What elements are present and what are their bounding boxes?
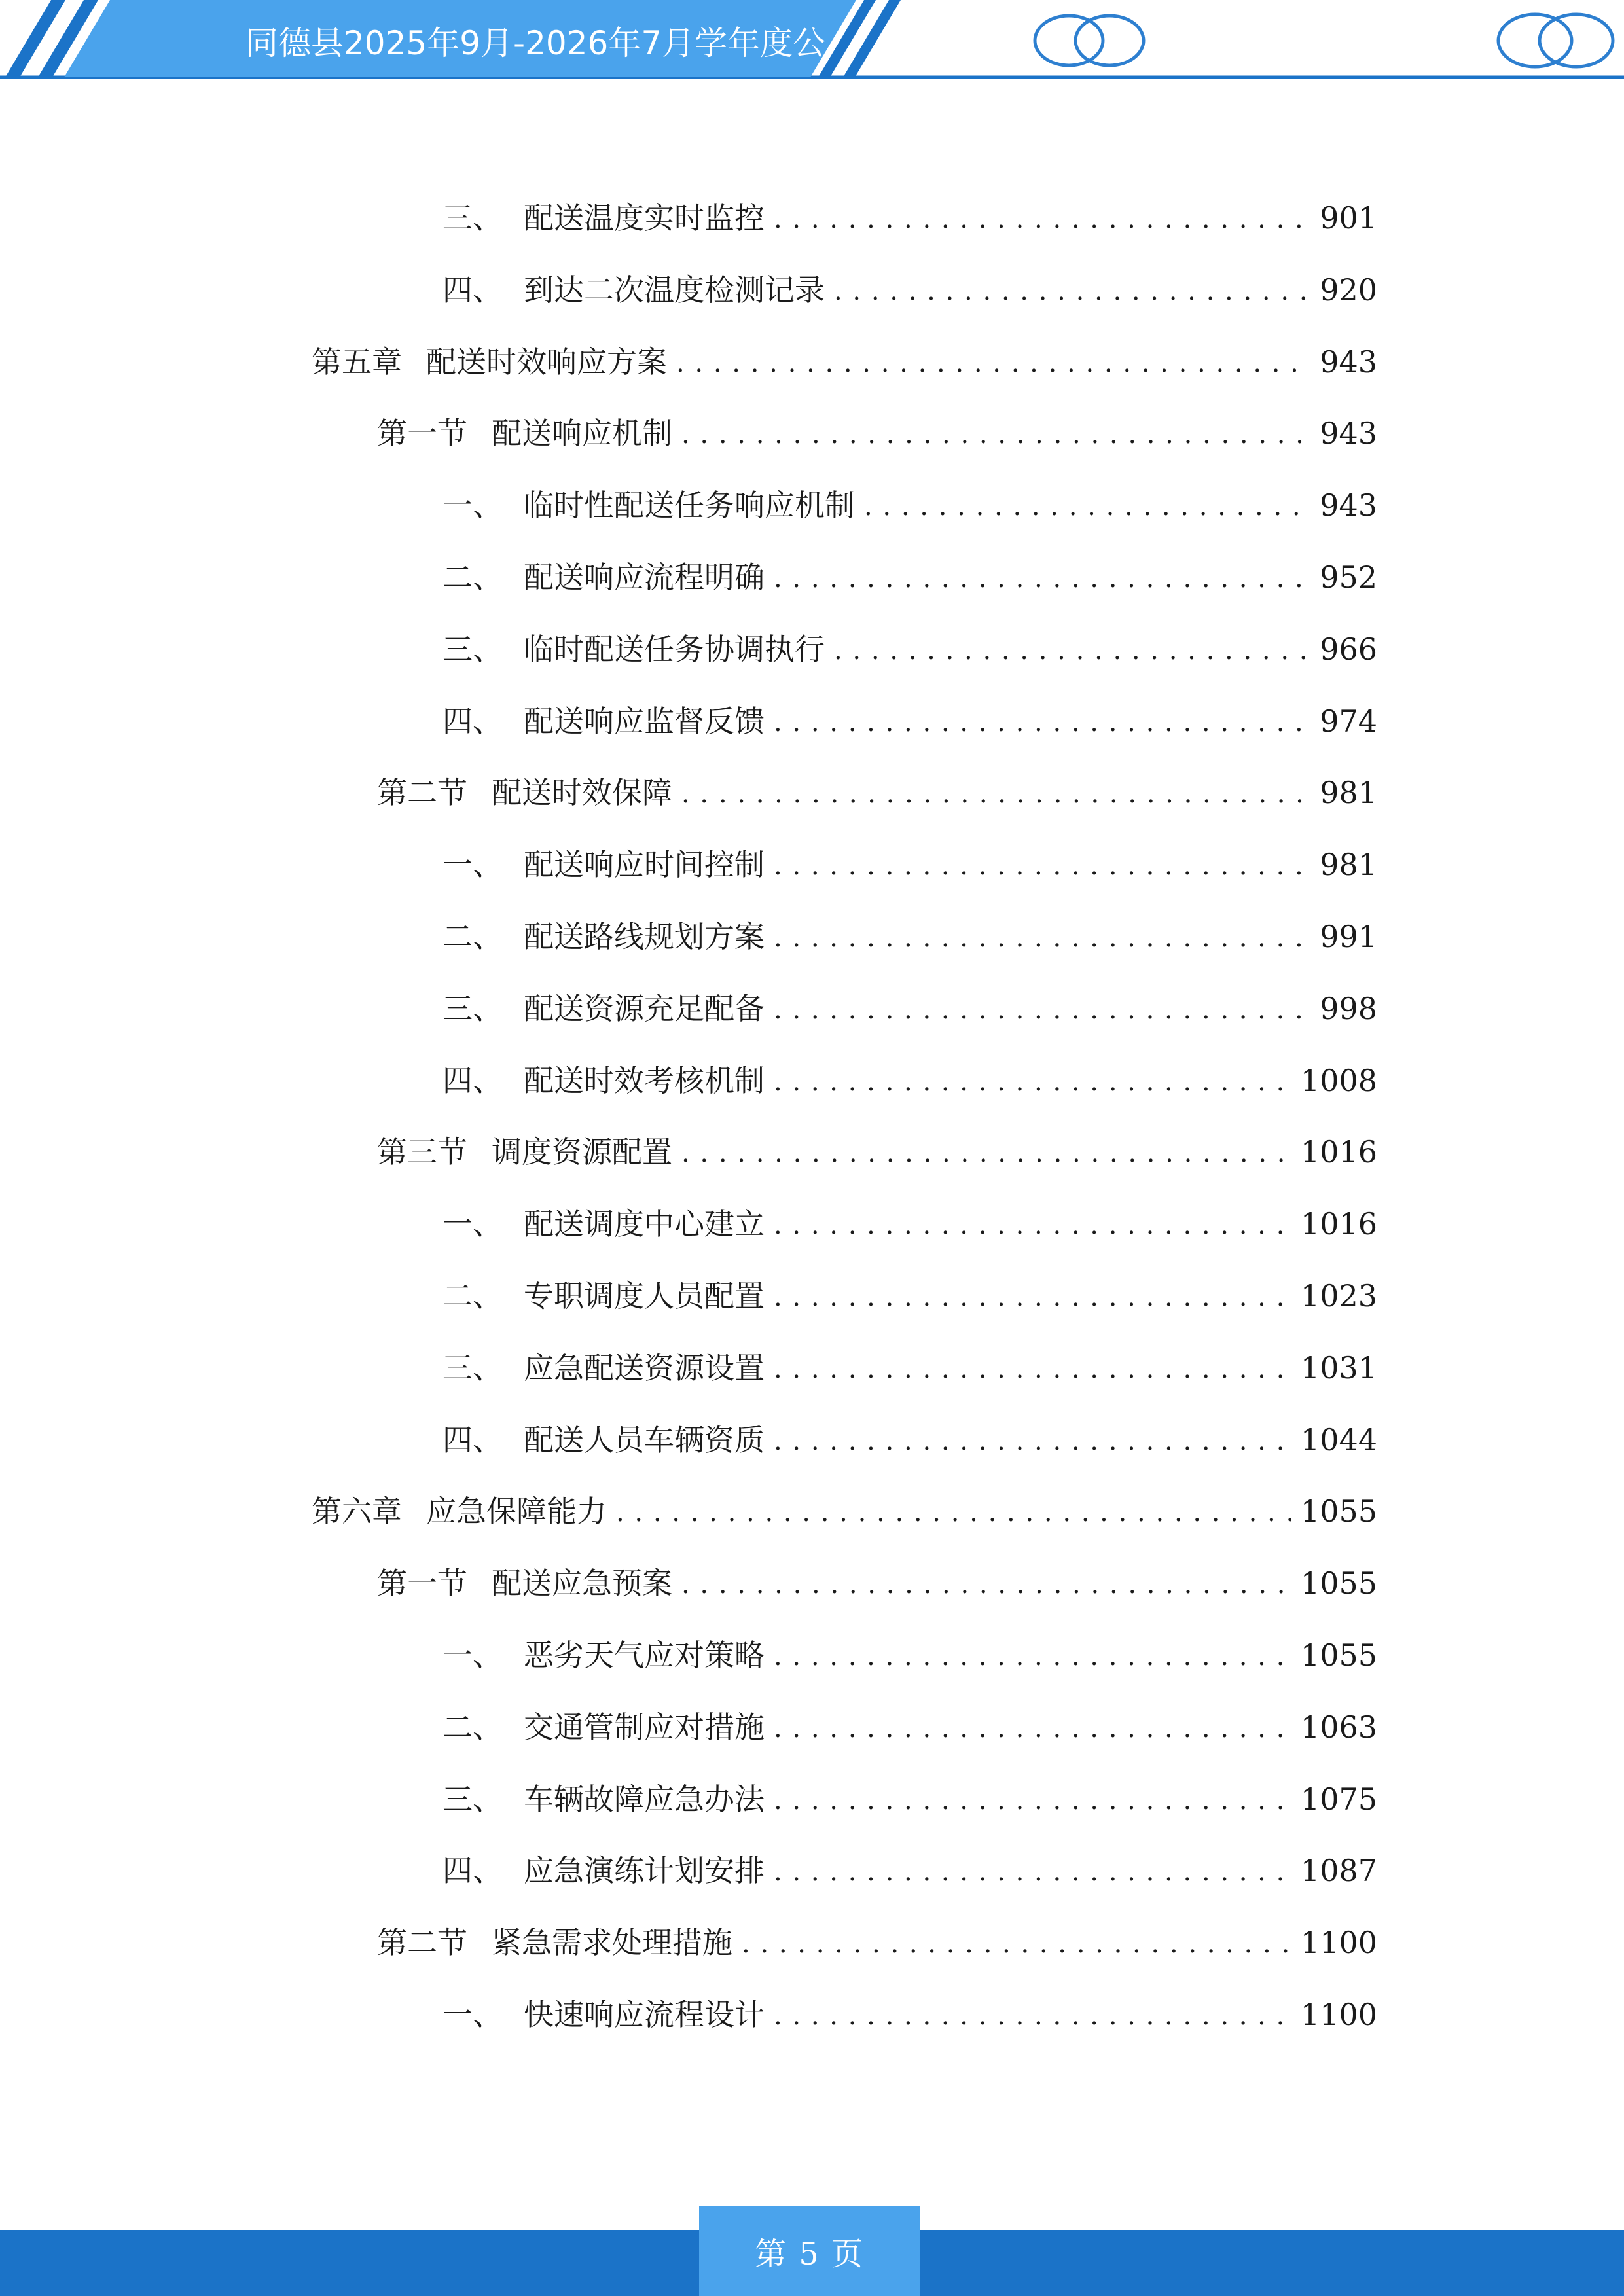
toc-entry-text: 紧急需求处理措施 xyxy=(492,1925,732,1960)
toc-entry-page: 991 xyxy=(1320,919,1377,954)
toc-entry-prefix: 二、 xyxy=(442,560,503,595)
toc-entry-text: 配送响应时间控制 xyxy=(524,847,765,882)
toc-entry-item[interactable] xyxy=(442,1273,1377,1319)
toc-dot-leader xyxy=(742,1920,1291,1965)
header-title: 同德县2025年9月-2026年7月学年度公 xyxy=(245,24,826,62)
toc-entry-prefix: 第二节 xyxy=(377,775,467,810)
toc-entry-title xyxy=(442,1273,774,1319)
toc-entry-title xyxy=(442,986,774,1031)
toc-entry-page: 1055 xyxy=(1300,1638,1377,1673)
toc-entry-item[interactable] xyxy=(442,1417,1377,1463)
toc-entry-chapter[interactable] xyxy=(312,1488,1377,1534)
toc-entry-text: 配送时效响应方案 xyxy=(426,344,667,380)
toc-entry-item[interactable] xyxy=(442,914,1377,960)
toc-entry-item[interactable] xyxy=(442,1704,1377,1750)
toc-entry-page: 1008 xyxy=(1300,1063,1377,1098)
toc-entry-prefix: 三、 xyxy=(442,1782,503,1817)
toc-entry-title xyxy=(377,410,681,456)
toc-entry-item[interactable] xyxy=(442,1058,1377,1103)
toc-entry-prefix: 四、 xyxy=(442,1063,503,1098)
toc-entry-item[interactable] xyxy=(442,482,1377,528)
toc-dot-leader xyxy=(774,914,1310,960)
toc-entry-prefix: 第三节 xyxy=(377,1134,467,1170)
toc-entry-text: 配送资源充足配备 xyxy=(524,991,765,1026)
toc-entry-prefix: 二、 xyxy=(442,1710,503,1745)
toc-entry-item[interactable] xyxy=(442,1848,1377,1893)
toc-entry-prefix: 一、 xyxy=(442,847,503,882)
toc-entry-page: 1023 xyxy=(1300,1278,1377,1314)
toc-entry-page: 966 xyxy=(1320,632,1377,667)
toc-dot-leader xyxy=(616,1488,1291,1534)
toc-entry-section[interactable] xyxy=(377,1560,1377,1606)
toc-entry-title xyxy=(377,770,681,816)
toc-entry-text: 配送响应机制 xyxy=(492,416,672,451)
toc-entry-prefix: 一、 xyxy=(442,1997,503,2032)
toc-entry-item[interactable] xyxy=(442,1345,1377,1391)
toc-entry-item[interactable] xyxy=(442,698,1377,744)
toc-entry-title xyxy=(312,1488,616,1534)
toc-entry-page: 920 xyxy=(1320,272,1377,308)
toc-dot-leader xyxy=(681,1560,1291,1606)
toc-entry-text: 配送时效保障 xyxy=(492,775,672,810)
toc-entry-title xyxy=(442,1704,774,1750)
toc-dot-leader xyxy=(774,1345,1291,1391)
toc-entry-title xyxy=(377,1920,742,1965)
toc-entry-prefix: 第五章 xyxy=(312,344,402,380)
toc-entry-section[interactable] xyxy=(377,770,1377,816)
toc-entry-page: 943 xyxy=(1320,344,1377,380)
toc-entry-title xyxy=(442,195,774,241)
toc-entry-title xyxy=(442,1776,774,1822)
toc-entry-prefix: 一、 xyxy=(442,488,503,523)
toc-entry-text: 应急保障能力 xyxy=(426,1494,607,1529)
toc-entry-text: 配送调度中心建立 xyxy=(524,1206,765,1242)
toc-entry-text: 专职调度人员配置 xyxy=(524,1278,765,1314)
toc-entry-page: 1055 xyxy=(1300,1566,1377,1601)
toc-entry-item[interactable] xyxy=(442,1632,1377,1678)
toc-dot-leader xyxy=(774,1417,1291,1463)
toc-entry-page: 1087 xyxy=(1300,1853,1377,1888)
toc-dot-leader xyxy=(774,554,1310,600)
toc-entry-item[interactable] xyxy=(442,842,1377,888)
toc-entry-page: 943 xyxy=(1320,416,1377,451)
toc-entry-section[interactable] xyxy=(377,1129,1377,1175)
toc-entry-page: 1016 xyxy=(1300,1134,1377,1170)
toc-entry-prefix: 二、 xyxy=(442,1278,503,1314)
toc-dot-leader xyxy=(834,626,1310,672)
toc-entry-prefix: 三、 xyxy=(442,991,503,1026)
toc-entry-title xyxy=(442,554,774,600)
toc-entry-text: 配送应急预案 xyxy=(492,1566,672,1601)
toc-dot-leader xyxy=(774,1992,1291,2037)
toc-entry-title xyxy=(442,1058,774,1103)
toc-dot-leader xyxy=(774,1273,1291,1319)
toc-entry-page: 901 xyxy=(1320,200,1377,236)
rings-logo-right xyxy=(1498,14,1613,67)
toc-dot-leader xyxy=(681,770,1310,816)
toc-entry-page: 1063 xyxy=(1300,1710,1377,1745)
toc-entry-page: 1016 xyxy=(1300,1206,1377,1242)
toc-entry-item[interactable] xyxy=(442,1776,1377,1822)
toc-entry-text: 快速响应流程设计 xyxy=(524,1997,765,2032)
toc-entry-prefix: 三、 xyxy=(442,1350,503,1386)
rings-logo-left xyxy=(1035,16,1144,65)
toc-entry-text: 配送路线规划方案 xyxy=(524,919,765,954)
toc-entry-section[interactable] xyxy=(377,1920,1377,1965)
toc-entry-text: 到达二次温度检测记录 xyxy=(524,272,825,308)
toc-entry-text: 车辆故障应急办法 xyxy=(524,1782,765,1817)
toc-entry-text: 应急演练计划安排 xyxy=(524,1853,765,1888)
toc-dot-leader xyxy=(774,1848,1291,1893)
toc-entry-prefix: 四、 xyxy=(442,704,503,739)
toc-dot-leader xyxy=(774,842,1310,888)
toc-entry-page: 974 xyxy=(1320,704,1377,739)
toc-dot-leader xyxy=(774,986,1310,1031)
toc-entry-page: 1075 xyxy=(1300,1782,1377,1817)
toc-entry-prefix: 二、 xyxy=(442,919,503,954)
toc-entry-page: 981 xyxy=(1320,775,1377,810)
toc-entry-prefix: 四、 xyxy=(442,272,503,308)
toc-entry-text: 配送温度实时监控 xyxy=(524,200,765,236)
toc-entry-text: 调度资源配置 xyxy=(492,1134,672,1170)
toc-entry-text: 应急配送资源设置 xyxy=(524,1350,765,1386)
toc-entry-page: 1031 xyxy=(1300,1350,1377,1386)
toc-dot-leader xyxy=(834,267,1310,313)
toc-entry-title xyxy=(442,267,834,313)
toc-entry-page: 1100 xyxy=(1300,1925,1377,1960)
toc-entry-title xyxy=(442,1417,774,1463)
toc-entry-page: 998 xyxy=(1320,991,1377,1026)
toc-entry-page: 981 xyxy=(1320,847,1377,882)
toc-entry-prefix: 第六章 xyxy=(312,1494,402,1529)
toc-entry-title xyxy=(312,339,676,385)
toc-dot-leader xyxy=(774,1704,1291,1750)
toc-dot-leader xyxy=(681,410,1310,456)
toc-entry-prefix: 一、 xyxy=(442,1206,503,1242)
toc-entry-prefix: 四、 xyxy=(442,1422,503,1458)
toc-entry-title xyxy=(442,914,774,960)
toc-entry-title xyxy=(442,626,834,672)
toc-entry-title xyxy=(377,1129,681,1175)
toc-entry-text: 配送人员车辆资质 xyxy=(524,1422,765,1458)
toc-dot-leader xyxy=(774,1776,1291,1822)
toc-entry-prefix: 三、 xyxy=(442,200,503,236)
toc-dot-leader xyxy=(676,339,1310,385)
toc-entry-prefix: 第一节 xyxy=(377,416,467,451)
toc-entry-text: 配送响应流程明确 xyxy=(524,560,765,595)
toc-entry-title xyxy=(442,1345,774,1391)
toc-entry-item[interactable] xyxy=(442,986,1377,1031)
page-header xyxy=(0,0,1624,85)
toc-entry-item[interactable] xyxy=(442,626,1377,672)
toc-dot-leader xyxy=(774,1201,1291,1247)
toc-entry-title xyxy=(442,1632,774,1678)
toc-entry-text: 恶劣天气应对策略 xyxy=(524,1638,765,1673)
toc-entry-item[interactable] xyxy=(442,267,1377,313)
toc-entry-text: 交通管制应对措施 xyxy=(524,1710,765,1745)
toc-entry-page: 1055 xyxy=(1300,1494,1377,1529)
toc-entry-page: 1044 xyxy=(1300,1422,1377,1458)
toc-dot-leader xyxy=(864,482,1310,528)
toc-entry-title xyxy=(442,698,774,744)
toc-dot-leader xyxy=(774,698,1310,744)
toc-entry-chapter[interactable] xyxy=(312,339,1377,385)
toc-dot-leader xyxy=(774,1632,1291,1678)
toc-entry-title xyxy=(442,842,774,888)
toc-entry-page: 1100 xyxy=(1300,1997,1377,2032)
toc-entry-item[interactable] xyxy=(442,1992,1377,2037)
toc-entry-page: 943 xyxy=(1320,488,1377,523)
toc-entry-text: 配送时效考核机制 xyxy=(524,1063,765,1098)
toc-entry-prefix: 四、 xyxy=(442,1853,503,1888)
toc-entry-text: 临时配送任务协调执行 xyxy=(524,632,825,667)
toc-entry-text: 配送响应监督反馈 xyxy=(524,704,765,739)
toc-entry-prefix: 三、 xyxy=(442,632,503,667)
toc-entry-prefix: 第二节 xyxy=(377,1925,467,1960)
toc-entry-title xyxy=(377,1560,681,1606)
toc-entry-text: 临时性配送任务响应机制 xyxy=(524,488,855,523)
toc-entry-page: 952 xyxy=(1320,560,1377,595)
toc-dot-leader xyxy=(681,1129,1291,1175)
toc-entry-item[interactable] xyxy=(442,1201,1377,1247)
toc-entry-title xyxy=(442,482,864,528)
toc-dot-leader xyxy=(774,195,1310,241)
toc-entry-prefix: 一、 xyxy=(442,1638,503,1673)
toc-entry-title xyxy=(442,1848,774,1893)
toc-entry-title xyxy=(442,1992,774,2037)
toc-dot-leader xyxy=(774,1058,1291,1103)
toc-entry-item[interactable] xyxy=(442,195,1377,241)
toc-entry-item[interactable] xyxy=(442,554,1377,600)
toc-entry-title xyxy=(442,1201,774,1247)
toc-entry-prefix: 第一节 xyxy=(377,1566,467,1601)
toc-entry-section[interactable] xyxy=(377,410,1377,456)
page-number: 第 5 页 xyxy=(699,2206,920,2296)
